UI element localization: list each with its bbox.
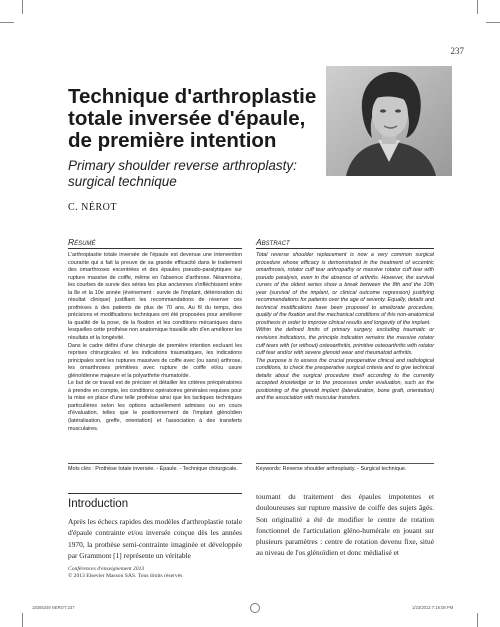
author-portrait: [326, 66, 452, 176]
print-file: 18305349 NEROT 237: [32, 605, 75, 610]
crop-mark: [22, 0, 23, 14]
abstract-heading: Abstract: [256, 237, 290, 247]
crop-mark: [0, 22, 14, 23]
copyright: © 2013 Elsevier Masson SAS. Tous droits réservés: [68, 573, 183, 579]
abstract-paragraph: Total reverse shoulder replacement is now a very common surgical procedure whose efficacy is demonstrated in the treatment of eccentric omarthrosis, rotator cuff tear arthropathy or massive rotator cuff tear with pseudo paralysis, even in the absence of arthritis. However, the survival curves of the oldest series show a break between the 8th and the 10th year (survival of the implant, or clinical outcome regression) justifying recommendations for patients over the age of seventy. Equally, details and technical modifications have been proposed to ameliorate procedure, quality of the fixation and the mechanical conditions of this non-anatomical prosthesis in order to improve clinical results and longevity of the implant.: [256, 252, 434, 326]
print-slug: [0, 603, 500, 613]
abstract-paragraph: Within the defined limits of primary surgery, excluding traumatic or revisions indications, the principle indication remains the massive rotator cuff tears with (or without) osteoarthritis, primitive osteoarthritis with rotator cuff tear and/or with severe glenoid wear and rheumatoid arthritis.: [256, 327, 434, 357]
crop-mark: [486, 22, 500, 23]
journal-name: Conférences d'enseignement 2013: [68, 566, 145, 572]
resume-keywords-rule: [68, 463, 242, 464]
page-number: 237: [450, 46, 464, 56]
title-line: totale inversée d'épaule,: [68, 107, 306, 130]
crop-mark: [22, 613, 23, 627]
keywords-label: Mots clés :: [68, 466, 94, 472]
keywords-list: Reverse shoulder arthroplasty. - Surgical technique.: [282, 466, 407, 472]
resume-paragraph: Le but de ce travail est de préciser et détailler les critères préopératoires à prendre en compte, les conditions opératoires générales requises pour la mise en place d'une telle prothèse ainsi que les tactiques techniques particulières selon les options actuellement admises ou en cours d'évaluation, telles que le positionnement de l'implant glénoïdien (latéralisation, greffe, orientation) et l'association à des transferts musculaires.: [68, 380, 242, 432]
author-name: C. NÉROT: [68, 202, 117, 213]
introduction-text-right: tournant du traitement des épaules impotentes et douloureuses sur rupture massive de coiffe des sujets âgés. Son originalité a été de modifier le centre de rotation fonctionnel de l'articulation gléno-humérale en jouant sur plusieurs paramètres : centre de rotation devenu fixe, situé au niveau de l'os glénoïdien et donc médialisé et: [256, 492, 434, 558]
keywords-label: Keywords:: [256, 466, 282, 472]
title-line: Technique d'arthroplastie: [68, 85, 317, 108]
abstract-paragraph: The purpose is to assess the crucial preoperative clinical and radiological conditions, to check the preoperative surgical criteria and to give technical details about the surgical procedure itself according to the currently accepted knowledge or to the processes under evaluation, such as the positioning of the glenoid implant (lateralization, bone graft, orientation) and the association with muscular transfers.: [256, 357, 434, 402]
crop-mark: [477, 0, 478, 14]
page-footer: [68, 566, 182, 580]
subtitle-line: Primary shoulder reverse arthroplasty:: [68, 158, 297, 173]
registration-mark: [250, 603, 260, 613]
resume-heading: Résumé: [68, 237, 96, 247]
introduction-text-left: Après les échecs rapides des modèles d'arthroplastie totale d'épaule contrainte et/ou inversée conçue dès les années 1970, la prothèse semi-contrainte imaginée et développée par Grammont [1] représente un véritable: [68, 517, 242, 560]
print-date: 1/23/2013 7:16:08 PM: [412, 605, 454, 610]
abstract-text: [256, 252, 434, 403]
title-line: de première intention: [68, 129, 277, 152]
abstract-keywords: [256, 466, 434, 474]
article-subtitle: [68, 158, 368, 190]
abstract-rule: [256, 248, 434, 249]
resume-keywords: [68, 466, 242, 474]
abstract-keywords-rule: [256, 463, 434, 464]
subtitle-line: surgical technique: [68, 174, 177, 189]
resume-paragraph: L'arthroplastie totale inversée de l'épaule est devenue une intervention courante qui a fait la preuve de sa grande efficacité dans le traitement des omarthroses excentrées et des épaules pseudo-paralytiques sur rupture massive de coiffe, même en l'absence d'arthrose. Néanmoins, les courbes de survie des séries les plus anciennes s'infléchissent entre la 8e et la 10e année (événement : survie de l'implant, détérioration du résultat clinique) justifiant les recommandations de réserver ces prothèses à des patients de plus de 70 ans. Au fil du temps, des précisions et modifications techniques ont été proposées pour améliorer la qualité de la pose, de la fixation et les conditions mécaniques dans lesquelles cette prothèse non anatomique travaille afin d'en améliorer les résultats et la longévité.: [68, 252, 242, 342]
introduction-rule: [68, 493, 242, 494]
article-title: [68, 85, 317, 152]
introduction-heading: Introduction: [68, 498, 129, 510]
resume-text: [68, 252, 242, 433]
keywords-list: Prothèse totale inversée. - Épaule. - Technique chirurgicale.: [95, 466, 238, 472]
crop-mark: [477, 613, 478, 627]
resume-paragraph: Dans le cadre défini d'une chirurgie de première intention excluant les reprises chirurgicales et les indications traumatiques, les indications principales sont les ruptures massives de coiffe avec (ou sans) arthrose, les omarthroses primitives avec rupture de coiffe et/ou usure glénoïdienne majeure et la polyarthrite rhumatoïde.: [68, 342, 242, 379]
resume-rule: [68, 248, 242, 249]
